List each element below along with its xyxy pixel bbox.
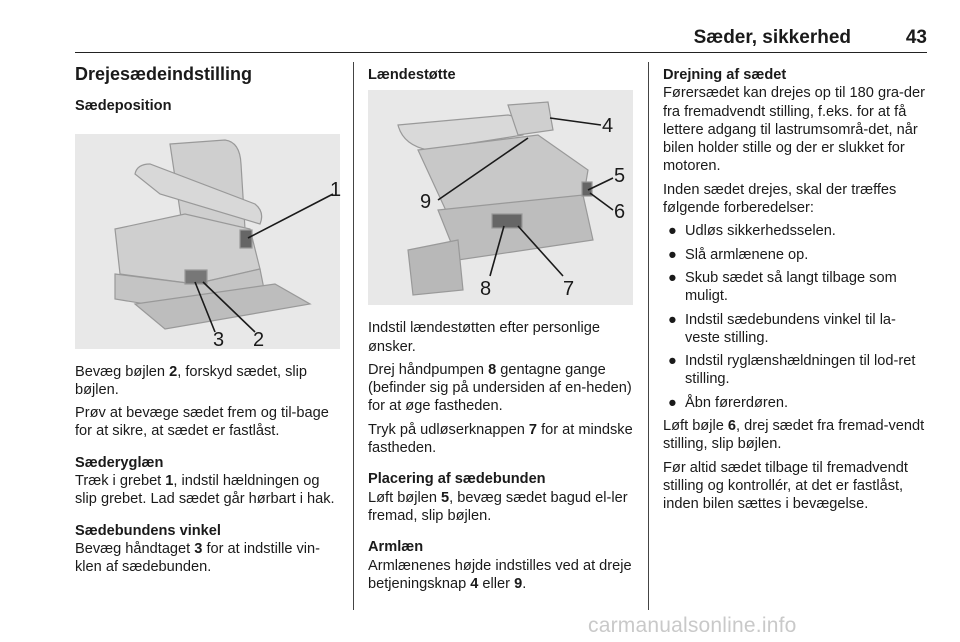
bullet-icon: ●	[668, 223, 677, 240]
subheading-cushion-position: Placering af sædebunden	[368, 471, 546, 488]
list-item: ● Slå armlænene op.	[668, 246, 809, 263]
subheading-armrest: Armlæn	[368, 539, 424, 556]
preparation-list	[663, 222, 928, 412]
column-divider-1	[353, 62, 354, 610]
callout-5: 5	[614, 165, 626, 188]
section-heading: Drejesædeindstilling	[75, 64, 253, 84]
paragraph: Før altid sædet tilbage til fremadvendt stilling og kontrollér, at det er fastlåst, inden bilen sættes i bevægelse.	[663, 459, 908, 513]
column-1	[75, 62, 340, 582]
bullet-icon: ●	[668, 269, 677, 286]
paragraph: Træk i grebet 1, indstil hældningen og slip grebet. Lad sædet går hørbart i hak.	[75, 473, 335, 508]
lumbar-support-illustration	[368, 90, 633, 305]
list-item: ● Udløs sikkerhedsselen.	[668, 223, 836, 240]
callout-3: 3	[213, 328, 225, 351]
callout-4: 4	[602, 115, 614, 138]
paragraph: Inden sædet drejes, skal der træffes følgende forberedelser:	[663, 181, 897, 217]
list-item: ● Skub sædet så langt tilbage som muligt.	[668, 269, 897, 305]
column-2	[368, 62, 633, 598]
subheading-lumbar: Lændestøtte	[368, 67, 456, 83]
paragraph: Bevæg håndtaget 3 for at indstille vin-klen af sædebunden.	[75, 540, 321, 576]
callout-9: 9	[420, 191, 432, 214]
paragraph: Prøv at bevæge sædet frem og til-bage for at sikre, at sædet er fastlåst.	[75, 405, 329, 440]
subheading-backrest: Sæderyglæn	[75, 454, 164, 471]
paragraph: Bevæg bøjlen 2, forskyd sædet, slip bøjlen.	[75, 363, 308, 398]
paragraph: Indstil lændestøtten efter personlige ønsker.	[368, 320, 601, 355]
subheading-swivel: Drejning af sædet	[663, 67, 787, 83]
bullet-icon: ●	[668, 246, 677, 263]
callout-7: 7	[563, 278, 575, 301]
callout-2: 2	[253, 328, 265, 351]
page-header	[75, 27, 927, 51]
paragraph: Tryk på udløserknappen 7 for at mindske fastheden.	[368, 421, 633, 457]
bullet-icon: ●	[668, 311, 677, 328]
seat-position-illustration	[75, 134, 340, 349]
list-item: ● Åbn førerdøren.	[668, 394, 789, 411]
column-divider-2	[648, 62, 649, 610]
bullet-icon: ●	[668, 353, 677, 370]
callout-8: 8	[480, 278, 492, 301]
page-number: 43	[905, 27, 927, 48]
subheading-seat-position: Sædeposition	[75, 98, 172, 115]
paragraph: Løft bøjle 6, drej sædet fra fremad-vendt stilling, slip bøjlen.	[663, 418, 925, 453]
list-item: ● Indstil ryglænshældningen til lod-ret stilling.	[668, 353, 916, 388]
callout-6: 6	[614, 201, 626, 224]
column-3	[663, 62, 928, 519]
paragraph: Drej håndpumpen 8 gentagne gange (befinder sig på undersiden af en-heden) for at øge fastheden.	[368, 361, 632, 415]
list-item: ● Indstil sædebundens vinkel til la-veste stilling.	[668, 311, 896, 346]
paragraph: Førersædet kan drejes op til 180 gra-der fra fremadvendt stilling, f.eks. for at få lettere adgang til lastrumsområ-det, når bilen holder stille og der er slukket for motoren.	[663, 85, 925, 175]
paragraph: Armlænenes højde indstilles ved at dreje betjeningsknap 4 eller 9.	[368, 557, 632, 592]
section-title: Sæder, sikkerhed	[693, 27, 851, 48]
header-rule	[75, 52, 927, 53]
bullet-icon: ●	[668, 394, 677, 411]
watermark: carmanualsonline.info	[588, 614, 797, 637]
callout-1: 1	[330, 178, 342, 201]
subheading-cushion-angle: Sædebundens vinkel	[75, 522, 221, 539]
paragraph: Løft bøjlen 5, bevæg sædet bagud el-ler fremad, slip bøjlen.	[368, 489, 628, 524]
